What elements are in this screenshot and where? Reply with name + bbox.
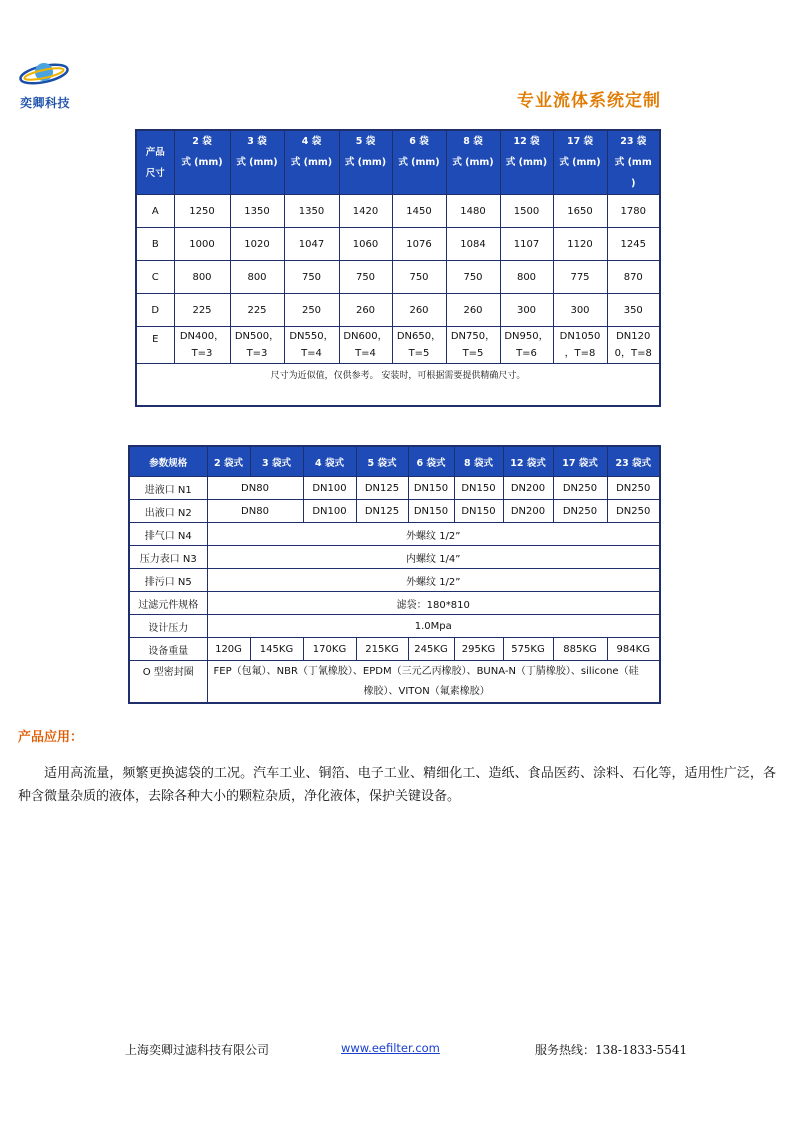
table-cell: 1.0Mpa bbox=[207, 615, 660, 638]
table-cell: 984KG bbox=[607, 638, 660, 661]
header-cell: 4 袋式 bbox=[303, 446, 356, 477]
table-cell: DN250 bbox=[607, 500, 660, 523]
table-cell: 885KG bbox=[553, 638, 607, 661]
table-row bbox=[129, 615, 660, 638]
table-row bbox=[129, 592, 660, 615]
header-cell: 8 袋 式 (mm) bbox=[446, 130, 500, 195]
section-title: 产品应用： bbox=[18, 730, 84, 745]
table-cell: DN250 bbox=[553, 477, 607, 500]
table-row bbox=[129, 523, 660, 546]
table-cell: DN200 bbox=[503, 500, 553, 523]
table-cell: DN150 bbox=[454, 500, 503, 523]
table-cell: DN150 bbox=[408, 477, 454, 500]
table-cell: DN250 bbox=[553, 500, 607, 523]
table-cell: 1650 bbox=[553, 195, 607, 228]
logo-text: 奕卿科技 bbox=[20, 96, 71, 110]
table-cell: 1076 bbox=[392, 228, 446, 261]
table-cell: DN550， T=4 bbox=[284, 327, 339, 364]
table-cell: 1350 bbox=[230, 195, 284, 228]
table-cell: 750 bbox=[392, 261, 446, 294]
table-cell: 260 bbox=[392, 294, 446, 327]
row-label: 出液口 N2 bbox=[129, 500, 207, 523]
header-cell: 2 袋式 bbox=[207, 446, 250, 477]
header-cell: 23 袋式 bbox=[607, 446, 660, 477]
dimension-header-row bbox=[136, 130, 660, 195]
table-cell: DN80 bbox=[207, 477, 303, 500]
table-row bbox=[129, 477, 660, 500]
table-cell: 1780 bbox=[607, 195, 660, 228]
table-cell: 260 bbox=[339, 294, 392, 327]
header-cell: 4 袋 式 (mm) bbox=[284, 130, 339, 195]
row-label: 设备重量 bbox=[129, 638, 207, 661]
table-cell: 260 bbox=[446, 294, 500, 327]
table-cell: 775 bbox=[553, 261, 607, 294]
table-cell: 300 bbox=[500, 294, 553, 327]
table-cell: DN600， T=4 bbox=[339, 327, 392, 364]
table-row bbox=[136, 228, 660, 261]
table-cell: 1450 bbox=[392, 195, 446, 228]
table-cell: 250 bbox=[284, 294, 339, 327]
header-cell: 5 袋 式 (mm) bbox=[339, 130, 392, 195]
header-cell: 23 袋 式 (mm ) bbox=[607, 130, 660, 195]
header-cell: 3 袋 式 (mm) bbox=[230, 130, 284, 195]
table-cell: 1245 bbox=[607, 228, 660, 261]
header-cell: 12 袋 式 (mm) bbox=[500, 130, 553, 195]
table-cell: 800 bbox=[174, 261, 230, 294]
table-cell: FEP（包氟）、NBR（丁氰橡胶）、EPDM（三元乙丙橡胶）、BUNA-N（丁腈橡胶）、silicone（硅 橡胶）、VITON（氟素橡胶） bbox=[207, 661, 660, 704]
table-cell: 800 bbox=[230, 261, 284, 294]
table-cell: 1000 bbox=[174, 228, 230, 261]
header-cell: 3 袋式 bbox=[250, 446, 303, 477]
row-label: 压力表口 N3 bbox=[129, 546, 207, 569]
table-cell: 1500 bbox=[500, 195, 553, 228]
header-cell: 6 袋式 bbox=[408, 446, 454, 477]
table-cell: DN250 bbox=[607, 477, 660, 500]
table-cell: DN150 bbox=[408, 500, 454, 523]
table-cell: 245KG bbox=[408, 638, 454, 661]
table-cell: 120G bbox=[207, 638, 250, 661]
row-label: 过滤元件规格 bbox=[129, 592, 207, 615]
table-cell: 750 bbox=[339, 261, 392, 294]
table-cell: 1084 bbox=[446, 228, 500, 261]
header-cell: 17 袋 式 (mm) bbox=[553, 130, 607, 195]
table-note: 尺寸为近似值，仅供参考。 安装时，可根据需要提供精确尺寸。 bbox=[136, 364, 660, 407]
table-cell: 750 bbox=[446, 261, 500, 294]
footer-company: 上海奕卿过滤科技有限公司 bbox=[125, 1043, 270, 1057]
slogan: 专业流体系统定制 bbox=[517, 91, 661, 111]
parameter-header-row bbox=[129, 446, 660, 477]
table-cell: DN400， T=3 bbox=[174, 327, 230, 364]
table-cell: DN100 bbox=[303, 500, 356, 523]
table-cell: 1060 bbox=[339, 228, 392, 261]
table-row bbox=[136, 327, 660, 364]
header-cell: 8 袋式 bbox=[454, 446, 503, 477]
table-cell: 外螺纹 1/2” bbox=[207, 569, 660, 592]
table-row bbox=[129, 569, 660, 592]
header-cell: 12 袋式 bbox=[503, 446, 553, 477]
table-cell: 575KG bbox=[503, 638, 553, 661]
row-label: 设计压力 bbox=[129, 615, 207, 638]
table-cell: 170KG bbox=[303, 638, 356, 661]
table-cell: 225 bbox=[174, 294, 230, 327]
header-cell: 5 袋式 bbox=[356, 446, 408, 477]
row-label: C bbox=[136, 261, 174, 294]
table-cell: 1350 bbox=[284, 195, 339, 228]
parameter-table bbox=[128, 445, 661, 704]
row-label: 排气口 N4 bbox=[129, 523, 207, 546]
footer-website-link[interactable]: www.eefilter.com bbox=[341, 1041, 440, 1055]
table-cell: 1250 bbox=[174, 195, 230, 228]
table-cell: DN80 bbox=[207, 500, 303, 523]
table-cell: 750 bbox=[284, 261, 339, 294]
table-cell: 225 bbox=[230, 294, 284, 327]
table-cell: DN1050 ，T=8 bbox=[553, 327, 607, 364]
table-cell: 滤袋：180*810 bbox=[207, 592, 660, 615]
table-cell: DN125 bbox=[356, 477, 408, 500]
table-row bbox=[129, 638, 660, 661]
table-cell: DN500， T=3 bbox=[230, 327, 284, 364]
table-row bbox=[129, 500, 660, 523]
table-cell: 1420 bbox=[339, 195, 392, 228]
table-cell: 870 bbox=[607, 261, 660, 294]
table-row bbox=[129, 546, 660, 569]
table-cell: 外螺纹 1/2” bbox=[207, 523, 660, 546]
table-cell: 300 bbox=[553, 294, 607, 327]
table-cell: 1120 bbox=[553, 228, 607, 261]
row-label: O 型密封圈 bbox=[129, 661, 207, 704]
table-cell: 800 bbox=[500, 261, 553, 294]
table-cell: 1107 bbox=[500, 228, 553, 261]
table-row bbox=[129, 661, 660, 704]
table-cell: 内螺纹 1/4” bbox=[207, 546, 660, 569]
row-label: 进液口 N1 bbox=[129, 477, 207, 500]
table-cell: 215KG bbox=[356, 638, 408, 661]
table-cell: DN200 bbox=[503, 477, 553, 500]
header-cell: 6 袋 式 (mm) bbox=[392, 130, 446, 195]
header-cell: 17 袋式 bbox=[553, 446, 607, 477]
table-cell: 145KG bbox=[250, 638, 303, 661]
table-cell: DN120 0，T=8 bbox=[607, 327, 660, 364]
table-cell: DN100 bbox=[303, 477, 356, 500]
row-label: D bbox=[136, 294, 174, 327]
dimension-table bbox=[135, 129, 661, 407]
table-cell: 1480 bbox=[446, 195, 500, 228]
table-cell: 1047 bbox=[284, 228, 339, 261]
header-cell: 参数规格 bbox=[129, 446, 207, 477]
table-note-row bbox=[136, 364, 660, 407]
header-cell: 产品 尺寸 bbox=[136, 130, 174, 195]
table-row bbox=[136, 261, 660, 294]
table-cell: DN750， T=5 bbox=[446, 327, 500, 364]
header-cell: 2 袋 式 (mm) bbox=[174, 130, 230, 195]
table-cell: 295KG bbox=[454, 638, 503, 661]
table-cell: 350 bbox=[607, 294, 660, 327]
row-label: B bbox=[136, 228, 174, 261]
table-cell: 1020 bbox=[230, 228, 284, 261]
footer-phone: 服务热线：138-1833-5541 bbox=[535, 1043, 688, 1057]
table-cell: DN125 bbox=[356, 500, 408, 523]
row-label: 排污口 N5 bbox=[129, 569, 207, 592]
table-cell: DN150 bbox=[454, 477, 503, 500]
table-cell: DN650， T=5 bbox=[392, 327, 446, 364]
row-label: A bbox=[136, 195, 174, 228]
table-cell: DN950， T=6 bbox=[500, 327, 553, 364]
row-label: E bbox=[136, 327, 174, 364]
section-body: 适用高流量，频繁更换滤袋的工况。汽车工业、铜箔、电子工业、精细化工、造纸、食品医药、涂料、石化等，适用性广泛，各种含微量杂质的液体，去除各种大小的颗粒杂质，净化液体，保护关键设备。 bbox=[18, 766, 776, 804]
table-row bbox=[136, 294, 660, 327]
table-row bbox=[136, 195, 660, 228]
